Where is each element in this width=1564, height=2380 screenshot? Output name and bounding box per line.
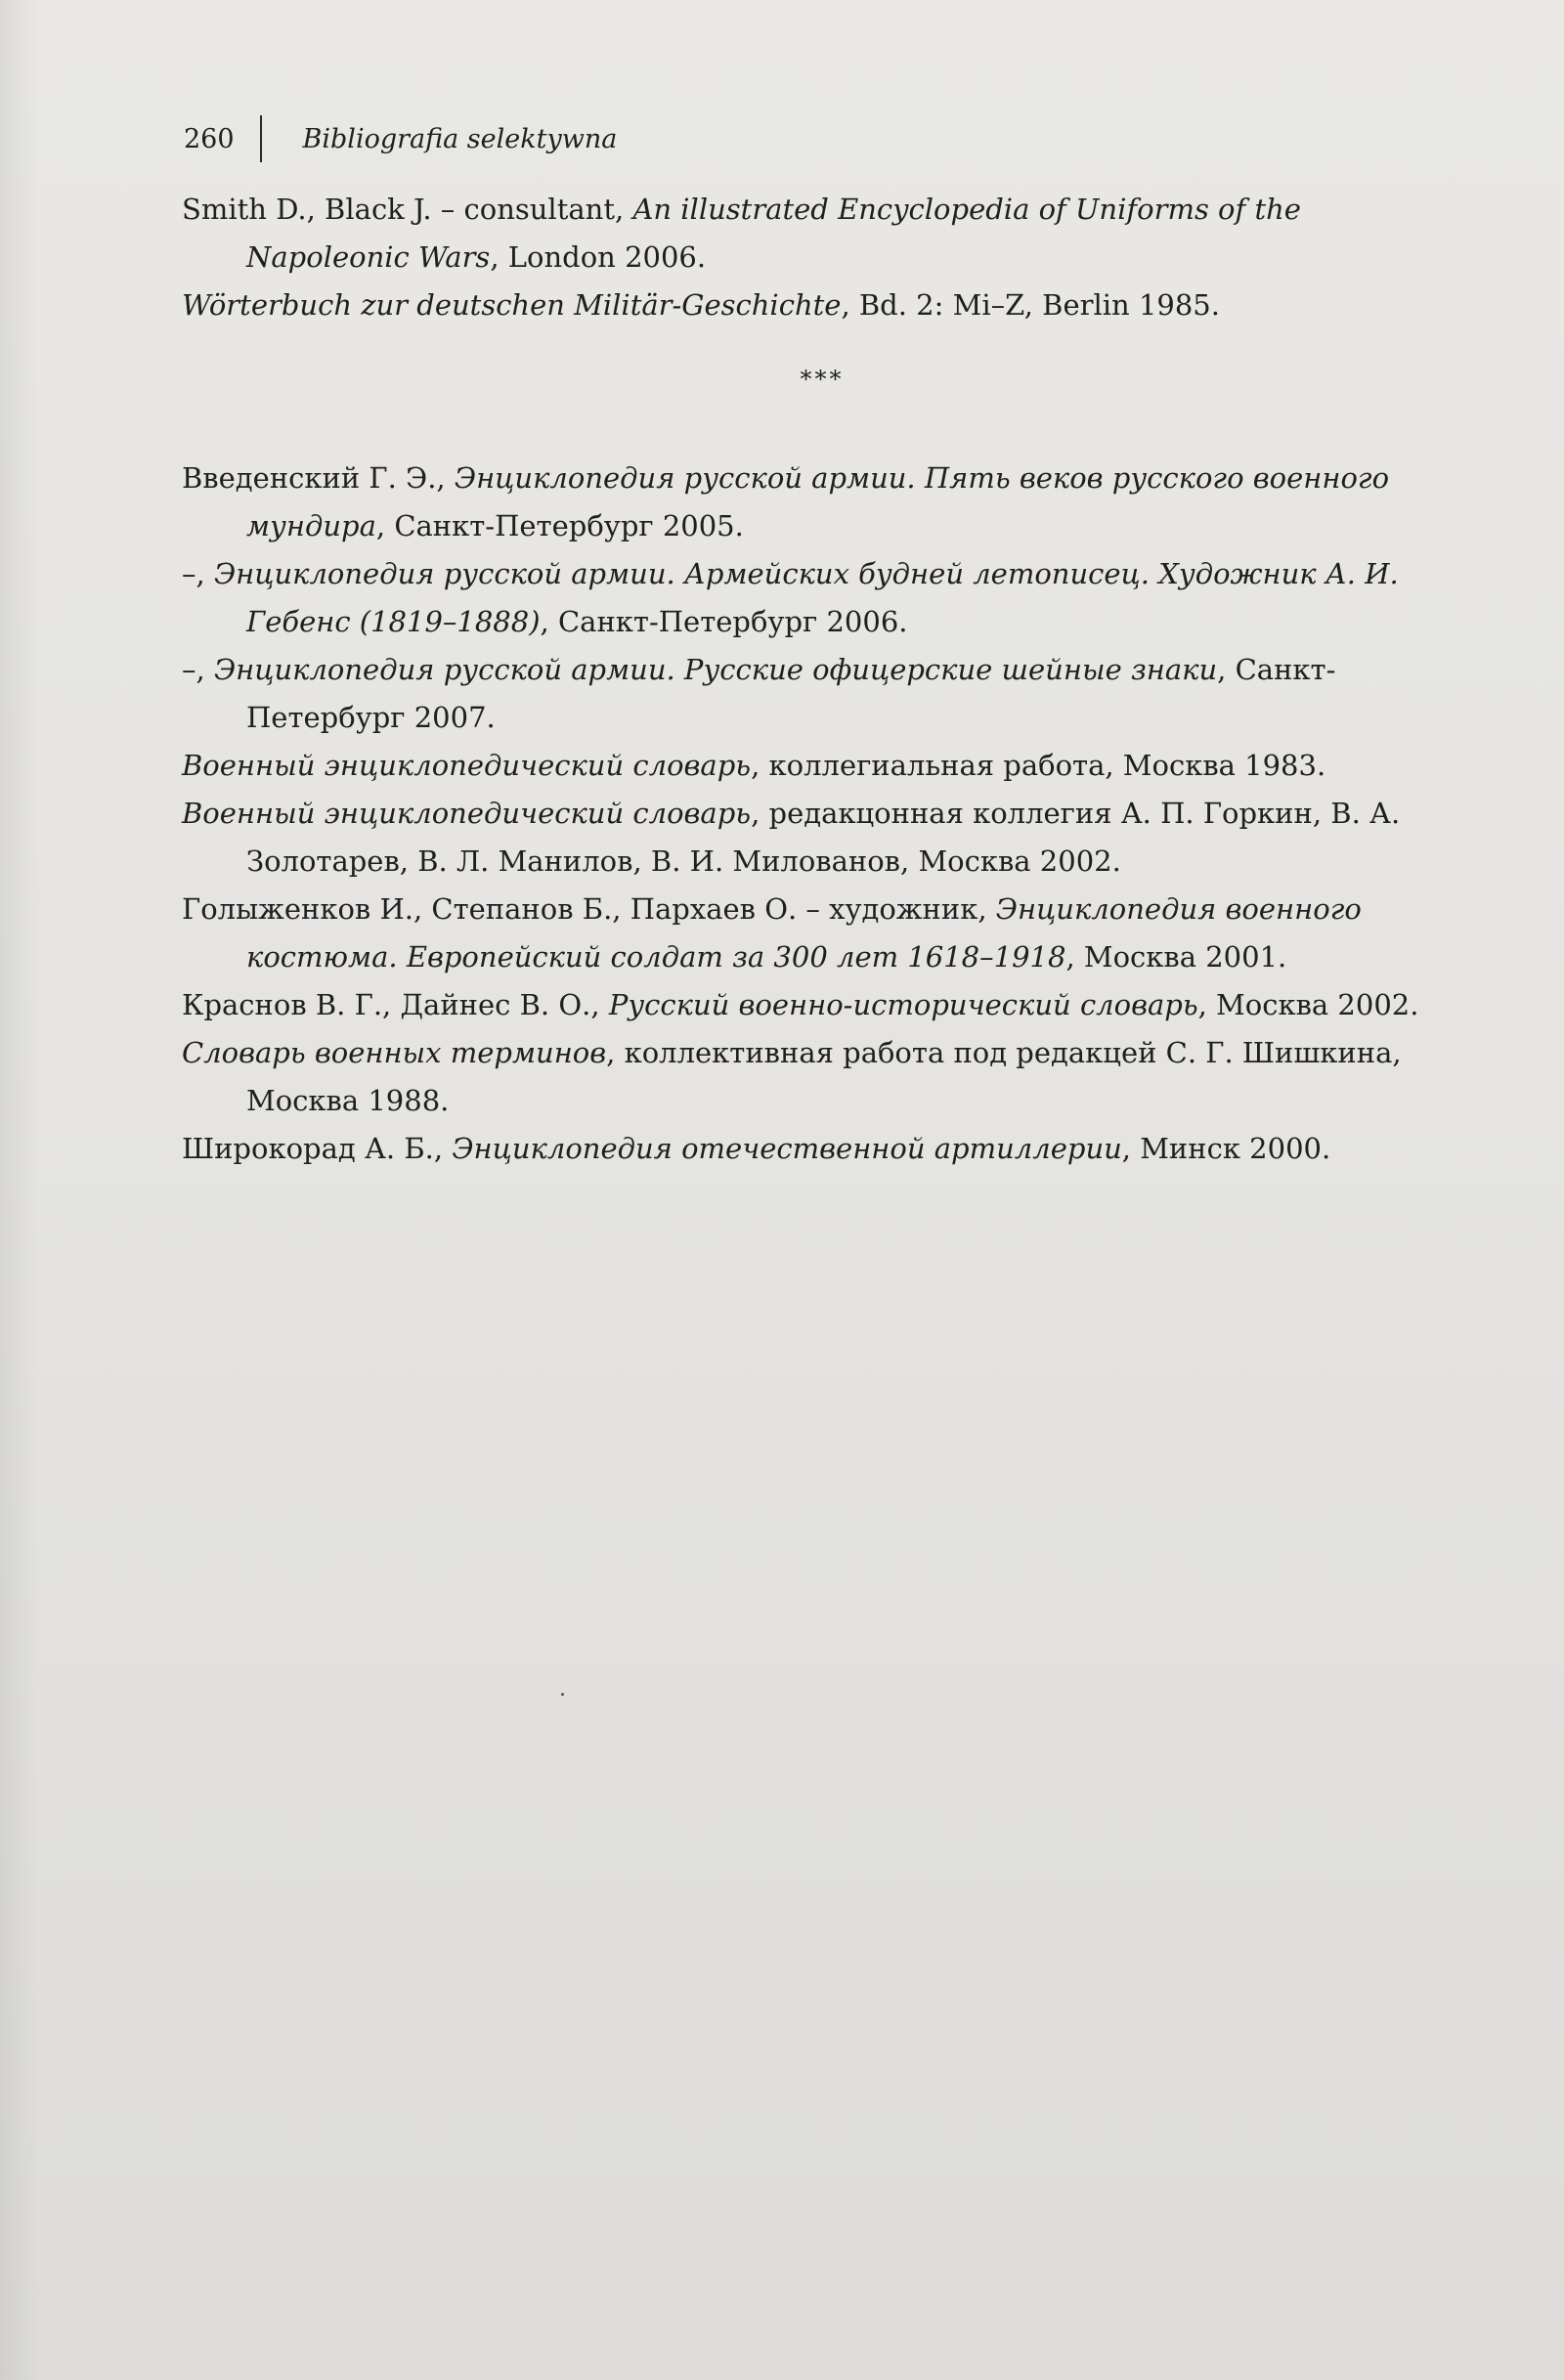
page-header <box>184 115 617 162</box>
bib-entry-smith: Smith D., Black J. – consultant, An illustrated Encyclopedia of Uniforms of the Napoleonic Wars, London 2006. <box>182 193 1301 274</box>
bib-entry-slovar-terminov: Словарь военных терминов, коллективная работа под редакцей С. Г. Шишкина, Москва 1988. <box>182 1036 1402 1117</box>
bib-entry-krasnov: Краснов В. Г., Дайнес В. О., Русский военно-исторический словарь, Москва 2002. <box>182 988 1419 1021</box>
page-gutter-shadow <box>0 0 39 2380</box>
page-number: 260 <box>184 123 235 154</box>
bib-entry-golyzhenkov: Голыженков И., Степанов Б., Пархаев О. – художник, Энциклопедия военного костюма. Европейский солдат за 300 лет 1618–1918, Москва 2001. <box>182 892 1362 974</box>
paper-speck <box>561 1693 564 1696</box>
header-divider-rule <box>260 115 262 162</box>
bib-entry-vvedensky-2005: Введенский Г. Э., Энциклопедия русской армии. Пять веков русского военного мундира, Санкт-Петербург 2005. <box>182 461 1390 542</box>
bib-entry-vvedensky-2007: –, Энциклопедия русской армии. Русские офицерские шейные знаки, Санкт-Петербург 2007. <box>182 653 1336 734</box>
running-title: Bibliografia selektywna <box>302 123 618 154</box>
bib-entry-shirokorad: Широкорад А. Б., Энциклопедия отечественной артиллерии, Минск 2000. <box>182 1132 1331 1165</box>
bib-entry-voennyi-slovar-1983: Военный энциклопедический словарь, коллегиальная работа, Москва 1983. <box>182 749 1326 782</box>
bib-entry-worterbuch: Wörterbuch zur deutschen Militär-Geschichte, Bd. 2: Mi–Z, Berlin 1985. <box>182 288 1220 322</box>
bibliography <box>182 186 1462 1173</box>
bib-entry-voennyi-slovar-2002: Военный энциклопедический словарь, редакцонная коллегия А. П. Горкин, В. А. Золотарев, В. Л. Манилов, В. И. Милованов, Москва 2002. <box>182 797 1401 878</box>
section-divider: *** <box>800 366 845 393</box>
bib-entry-vvedensky-2006: –, Энциклопедия русской армии. Армейских будней летописец. Художник А. И. Гебенс (1819–1888), Санкт-Петербург 2006. <box>182 557 1399 638</box>
